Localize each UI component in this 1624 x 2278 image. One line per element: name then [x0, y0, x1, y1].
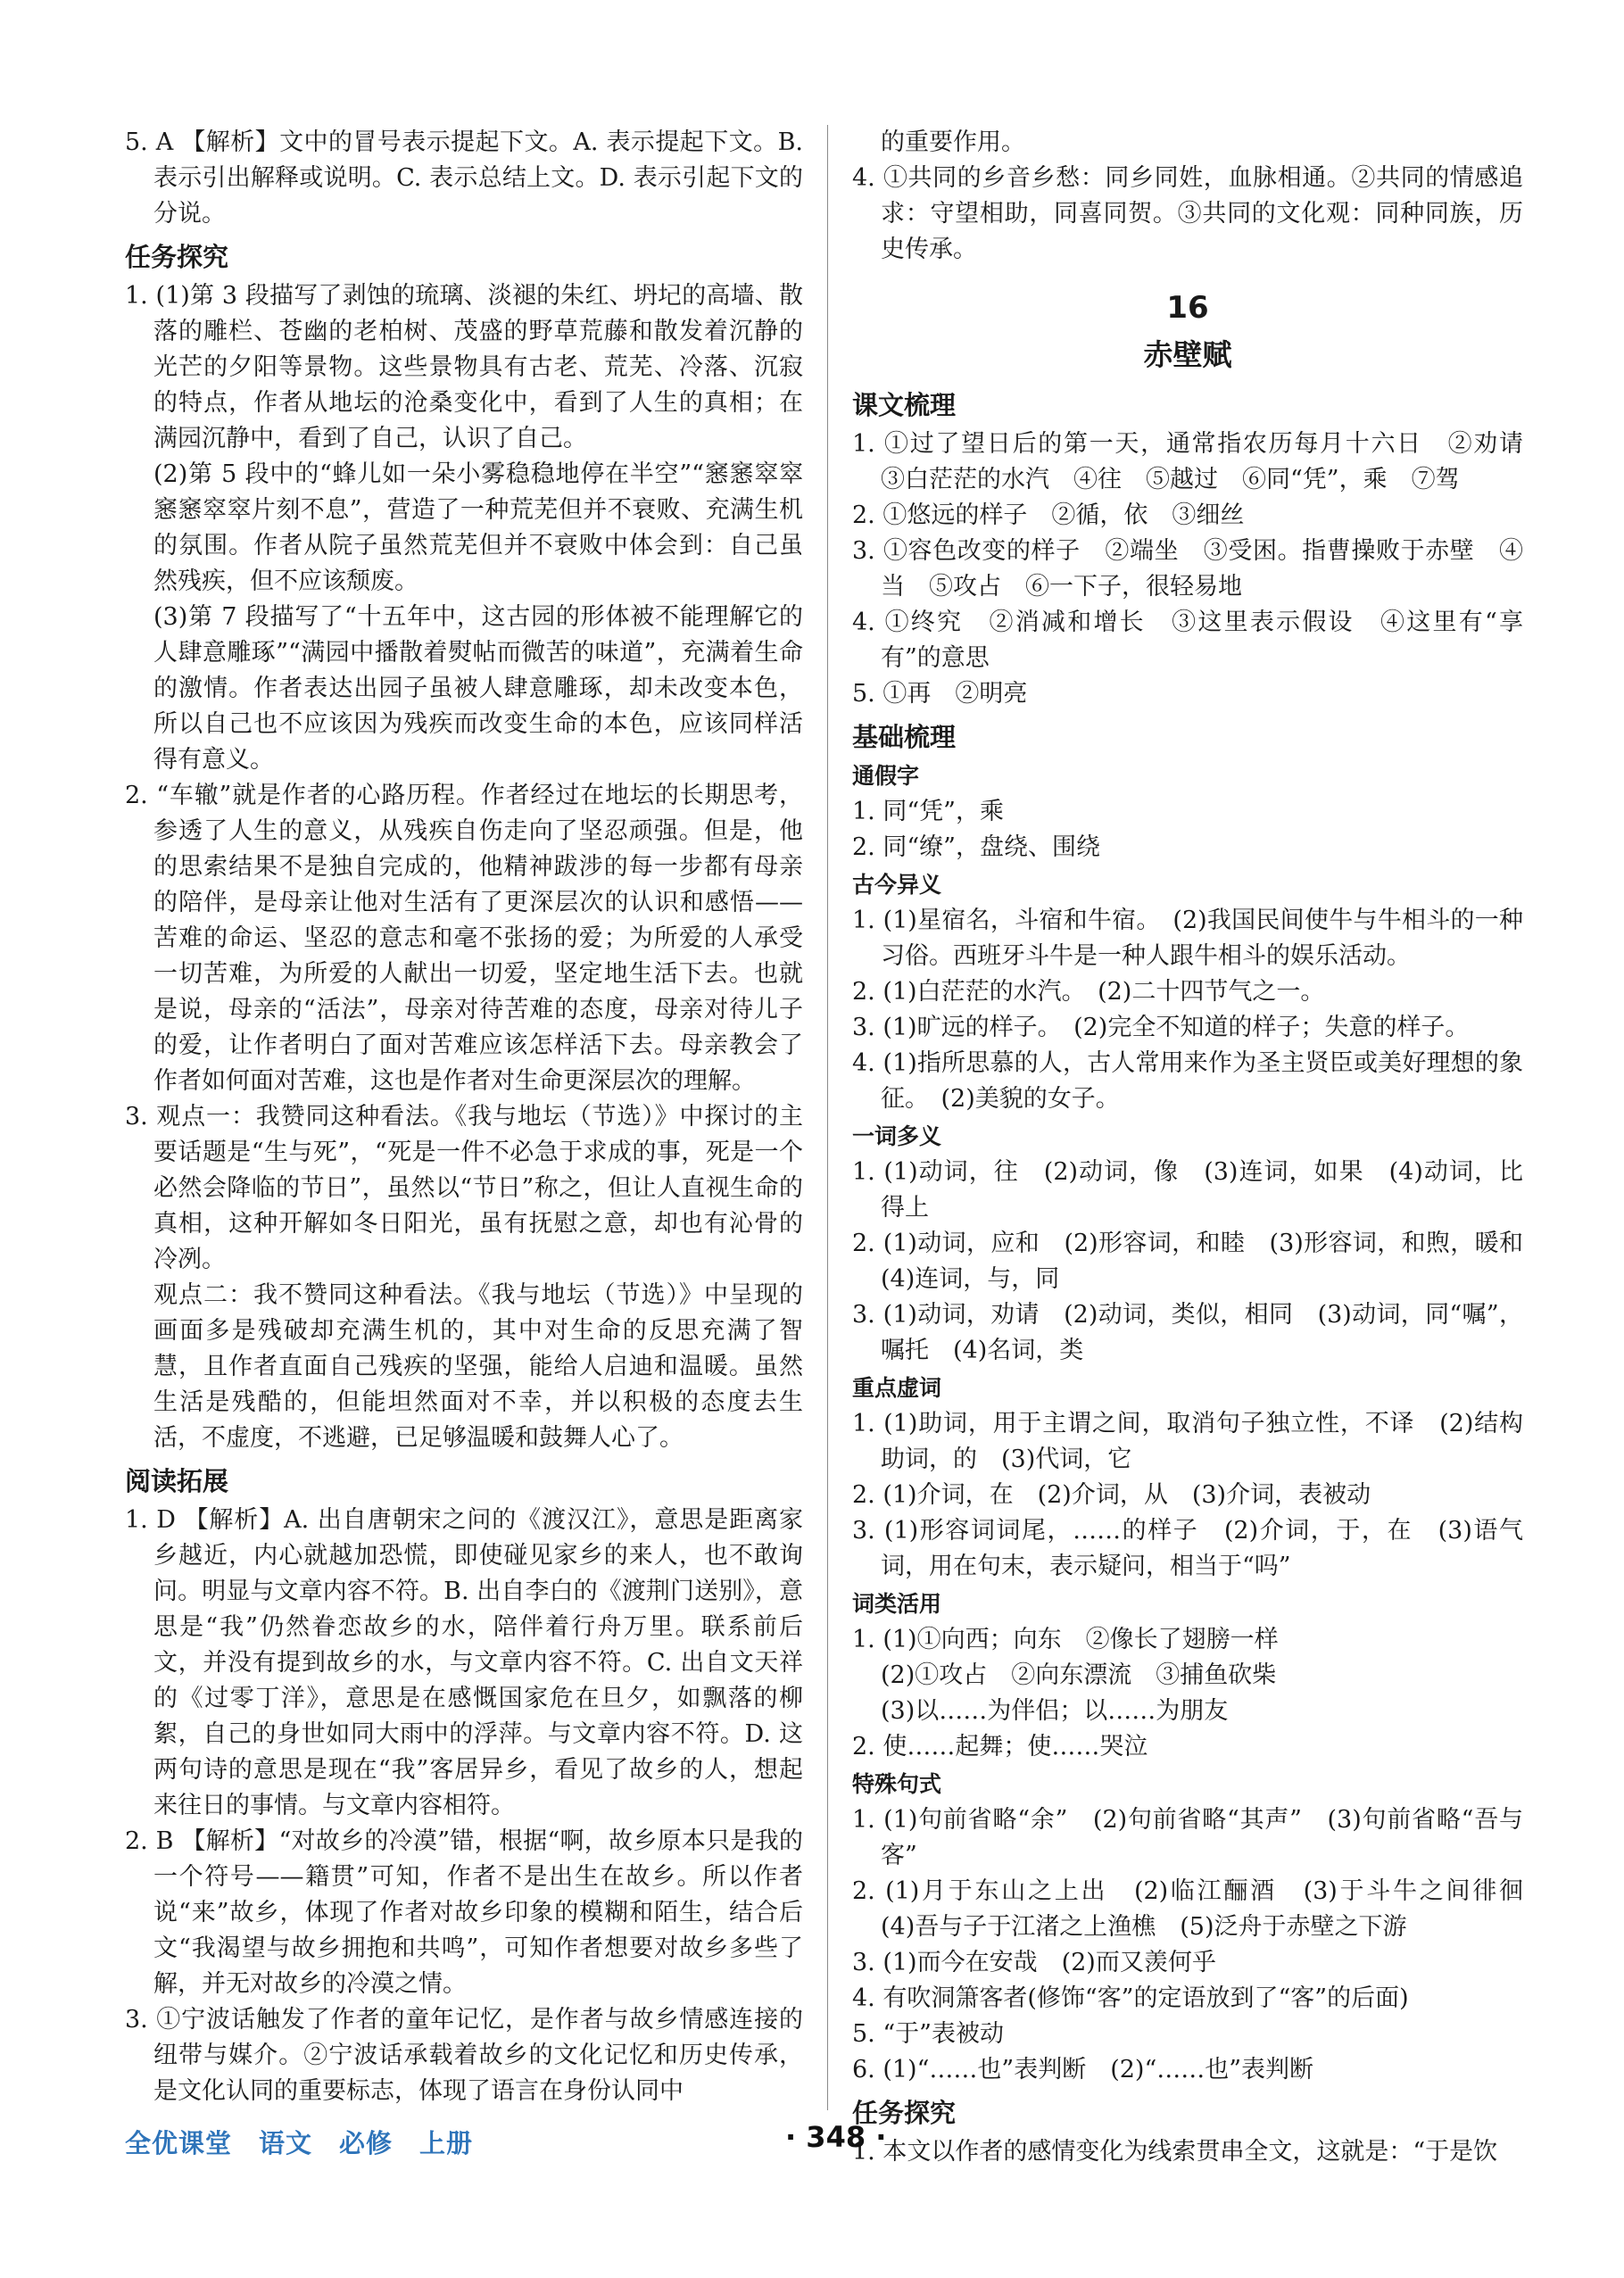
jushi-6: 6. (1)“……也”表判断 (2)“……也”表判断: [852, 2056, 1314, 2083]
page-number: · 348 ·: [785, 2120, 887, 2154]
left-column: [125, 125, 803, 2109]
text-review-3: 3. ①容色改变的样子 ②端坐 ③受困。指曹操败于赤壁 ④当 ⑤攻占 ⑥一下子，很轻易地: [852, 537, 1523, 601]
section-task-explore: 任务探究: [125, 242, 229, 272]
section-reading-extension: 阅读拓展: [125, 1466, 229, 1496]
reading-answer-3: 3. ①宁波话触发了作者的童年记忆，是作者与故乡情感连接的纽带与媒介。②宁波话承载着故乡的文化记忆和历史传承，是文化认同的重要标志，体现了语言在身份认同中: [125, 2006, 803, 2105]
jushi-4: 4. 有吹洞箫客者(修饰“客”的定语放到了“客”的后面): [852, 1984, 1409, 2012]
section-basic-review: 基础梳理: [852, 722, 957, 752]
huoyong-1b: (2)①攻占 ②向东漂流 ③捕鱼砍柴: [881, 1661, 1277, 1689]
jushi-5: 5. “于”表被动: [852, 2020, 1004, 2048]
page-footer: [125, 2120, 1523, 2168]
huoyong-1c: (3)以……为伴侣；以……为朋友: [881, 1697, 1229, 1725]
gujin-4: 4. (1)指所思慕的人，古人常用来作为圣主贤臣或美好理想的象征。 (2)美貌的女子。: [852, 1049, 1523, 1113]
sub-xuci: 重点虚词: [852, 1375, 942, 1401]
yici-1: 1. (1)动词，往 (2)动词，像 (3)连词，如果 (4)动词，比得上: [852, 1158, 1523, 1222]
huoyong-2: 2. 使……起舞；使……哭泣: [852, 1733, 1148, 1760]
jushi-2: 2. (1)月于东山之上出 (2)临江酾酒 (3)于斗牛之间徘徊 (4)吾与子于江渚之上渔樵 (5)泛舟于赤壁之下游: [852, 1877, 1547, 1941]
text-review-4: 4. ①终究 ②消减和增长 ③这里表示假设 ④这里有“享有”的意思: [852, 609, 1523, 672]
yici-2: 2. (1)动词，应和 (2)形容词，和睦 (3)形容词，和煦，暖和 (4)连词，与，同: [852, 1230, 1547, 1293]
answer-5: 5. A 【解析】文中的冒号表示提起下文。A. 表示提起下文。B. 表示引出解释或说明。C. 表示总结上文。D. 表示引起下文的分说。: [125, 128, 803, 228]
reading-answer-4: 4. ①共同的乡音乡愁：同乡同姓，血脉相通。②共同的情感追求：守望相助，同喜同贺。③共同的文化观：同种同族，历史传承。: [852, 164, 1523, 263]
task-answer-1-3: (3)第 7 段描写了“十五年中，这古园的形体被不能理解它的人肆意雕琢”“满园中播散着熨帖而微苦的味道”，充满着生命的激情。作者表达出园子虽被人肆意雕琢，却未改变本色，所以自己也不应该因为残疾而改变生命的本色，应该同样活得有意义。: [153, 603, 803, 774]
section-task-explore-2: 任务探究: [852, 2098, 957, 2128]
sub-gujin: 古今异义: [852, 872, 942, 898]
jushi-3: 3. (1)而今在安哉 (2)而又羡何乎: [852, 1949, 1216, 1976]
gujin-2: 2. (1)白茫茫的水汽。 (2)二十四节气之一。: [852, 978, 1325, 1006]
jushi-1: 1. (1)句前省略“余” (2)句前省略“其声” (3)句前省略“吾与客”: [852, 1806, 1523, 1869]
xuci-3: 3. (1)形容词词尾，……的样子 (2)介词，于，在 (3)语气词，用在句末，表示疑问，相当于“吗”: [852, 1517, 1523, 1580]
right-column: [852, 125, 1547, 2170]
lesson-title: 赤壁赋: [1143, 337, 1232, 372]
task-answer-1-2: (2)第 5 段中的“蜂儿如一朵小雾稳稳地停在半空”“窸窸窣窣窸窸窣窣片刻不息”，营造了一种荒芜但并不衰败、充满生机的氛围。作者从院子虽然荒芜但并不衰败中体会到：自己虽然残疾，但不应该颓废。: [153, 460, 803, 595]
tongjia-1: 1. 同“凭”，乘: [852, 798, 1004, 825]
reading-answer-3-cont: 的重要作用。: [881, 128, 1025, 156]
task-answer-3-view1: 3. 观点一：我赞同这种看法。《我与地坛（节选）》中探讨的主要话题是“生与死”，“死是一件不必急于求成的事，死是一个必然会降临的节日”，虽然以“节日”称之，但让人直视生命的真相，这种开解如冬日阳光，虽有抚慰之意，却也有沁骨的冷冽。: [125, 1103, 803, 1273]
book-title: 全优课堂 语文 必修 上册: [125, 2128, 474, 2158]
column-divider: [827, 125, 828, 2110]
section-text-review: 课文梳理: [852, 390, 957, 420]
lesson-number: 16: [1166, 290, 1209, 326]
gujin-3: 3. (1)旷远的样子。 (2)完全不知道的样子；失意的样子。: [852, 1014, 1470, 1041]
task-answer-1-1: 1. (1)第 3 段描写了剥蚀的琉璃、淡褪的朱红、坍圮的高墙、散落的雕栏、苍幽的老柏树、茂盛的野草荒藤和散发着沉静的光芒的夕阳等景物。这些景物具有古老、荒芜、冷落、沉寂的特点，作者从地坛的沧桑变化中，看到了人生的真相；在满园沉静中，看到了自己，认识了自己。: [125, 282, 803, 452]
huoyong-1a: 1. (1)①向西；向东 ②像长了翅膀一样: [852, 1626, 1279, 1653]
task-answer-3-view2: 观点二：我不赞同这种看法。《我与地坛（节选）》中呈现的画面多是残破却充满生机的，其中对生命的反思充满了智慧，且作者直面自己残疾的坚强，能给人启迪和温暖。虽然生活是残酷的，但能坦然面对不幸，并以积极的态度去生活，不虚度，不逃避，已足够温暖和鼓舞人心了。: [153, 1281, 803, 1452]
reading-answer-2: 2. B 【解析】“对故乡的冷漠”错，根据“啊，故乡原本只是我的一个符号——籍贯”可知，作者不是出生在故乡。所以作者说“来”故乡，体现了作者对故乡印象的模糊和陌生，结合后文“我渴望与故乡拥抱和共鸣”，可知作者想要对故乡多些了解，并无对故乡的冷漠之情。: [125, 1827, 803, 1998]
xuci-1: 1. (1)助词，用于主谓之间，取消句子独立性，不译 (2)结构助词，的 (3)代词，它: [852, 1410, 1523, 1473]
sub-huoyong: 词类活用: [852, 1591, 942, 1617]
sub-jushi: 特殊句式: [852, 1771, 942, 1797]
yici-3: 3. (1)动词，劝请 (2)动词，类似，相同 (3)动词，同“嘱”，嘱托 (4)名词，类: [852, 1301, 1523, 1364]
tongjia-2: 2. 同“缭”，盘绕、围绕: [852, 833, 1100, 861]
sub-tongjia: 通假字: [852, 763, 920, 789]
text-review-5: 5. ①再 ②明亮: [852, 680, 1028, 708]
gujin-1: 1. (1)星宿名，斗宿和牛宿。 (2)我国民间使牛与牛相斗的一种习俗。西班牙斗牛是一种人跟牛相斗的娱乐活动。: [852, 907, 1523, 970]
text-review-1: 1. ①过了望日后的第一天，通常指农历每月十六日 ②劝请 ③白茫茫的水汽 ④往 ⑤越过 ⑥同“凭”，乘 ⑦驾: [852, 430, 1547, 493]
text-review-2: 2. ①悠远的样子 ②循，依 ③细丝: [852, 501, 1245, 529]
sub-yici: 一词多义: [852, 1123, 942, 1149]
task2-answer-1: 1. 本文以作者的感情变化为线索贯串全文，这就是：“于是饮: [852, 2138, 1498, 2166]
reading-answer-1: 1. D 【解析】A. 出自唐朝宋之问的《渡汉江》，意思是距离家乡越近，内心就越加恐慌，即使碰见家乡的来人，也不敢询问。明显与文章内容不符。B. 出自李白的《渡荆门送别》，意思是“我”仍然眷恋故乡的水，陪伴着行舟万里。联系前后文，并没有提到故乡的水，与文章内容不符。C. 出自文天祥的《过零丁洋》，意思是在感慨国家危在旦夕，如飘落的柳絮，自己的身世如同大雨中的浮萍。与文章内容不符。D. 这两句诗的意思是现在“我”客居异乡，看见了故乡的人，想起来往日的事情。与文章内容相符。: [125, 1506, 803, 1819]
xuci-2: 2. (1)介词，在 (2)介词，从 (3)介词，表被动: [852, 1481, 1371, 1509]
task-answer-2: 2. “车辙”就是作者的心路历程。作者经过在地坛的长期思考，参透了人生的意义，从残疾自伤走向了坚忍顽强。但是，他的思索结果不是独自完成的，他精神跋涉的每一步都有母亲的陪伴，是母亲让他对生活有了更深层次的认识和感悟——苦难的命运、坚忍的意志和毫不张扬的爱；为所爱的人承受一切苦难，为所爱的人献出一切爱，坚定地生活下去。也就是说，母亲的“活法”，母亲对待苦难的态度，母亲对待儿子的爱，让作者明白了面对苦难应该怎样活下去。母亲教会了作者如何面对苦难，这也是作者对生命更深层次的理解。: [125, 782, 803, 1095]
